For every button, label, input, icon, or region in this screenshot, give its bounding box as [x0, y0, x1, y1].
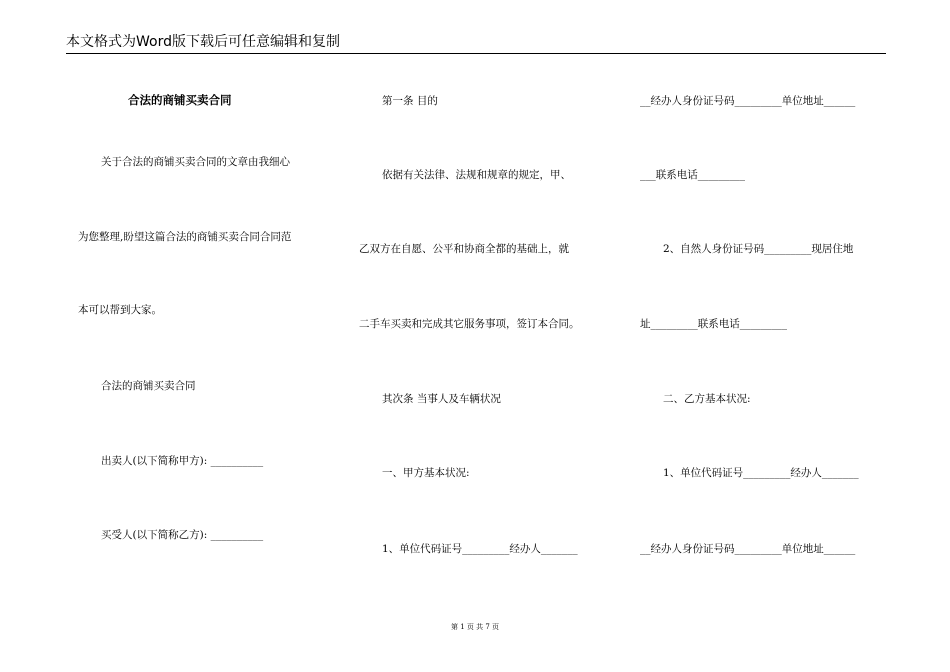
document-title: 合法的商铺买卖合同: [128, 93, 232, 107]
col2-line-4: 二手车买卖和完成其它服务事项，签订本合同。: [359, 318, 580, 330]
col3-line-5: 二、乙方基本状况:: [663, 393, 751, 405]
col2-line-7: 1、单位代码证号_________经办人_______: [382, 543, 578, 555]
header-divider: [66, 53, 886, 54]
col3-line-1: __经办人身份证号码_________单位地址______: [640, 95, 856, 107]
col1-line-1: 关于合法的商铺买卖合同的文章由我细心: [101, 156, 290, 168]
col3-line-7: __经办人身份证号码_________单位地址______: [640, 543, 856, 555]
col1-line-5: 出卖人(以下简称甲方): __________: [101, 455, 264, 467]
col1-line-3: 本可以帮到大家。: [78, 304, 162, 316]
col2-line-3: 乙双方在自愿、公平和协商全都的基础上，就: [359, 243, 569, 255]
col2-line-1: 第一条 目的: [382, 95, 438, 107]
col2-line-5: 其次条 当事人及车辆状况: [382, 393, 501, 405]
col2-line-6: 一、甲方基本状况:: [382, 467, 470, 479]
page-number: 第 1 页 共 7 页: [450, 623, 500, 631]
col3-line-3: 2、自然人身份证号码_________现居住地: [663, 243, 854, 255]
document-header: 本文格式为Word版下载后可任意编辑和复制: [66, 34, 340, 50]
col1-line-2: 为您整理,盼望这篇合法的商铺买卖合同合同范: [78, 231, 292, 243]
col1-line-6: 买受人(以下简称乙方): __________: [101, 529, 264, 541]
col3-line-6: 1、单位代码证号_________经办人_______: [663, 467, 859, 479]
col3-line-2: ___联系电话_________: [640, 169, 745, 181]
col2-line-2: 依据有关法律、法规和规章的规定，甲、: [382, 169, 571, 181]
col3-line-4: 址_________联系电话_________: [640, 318, 787, 330]
col1-line-4: 合法的商铺买卖合同: [101, 380, 196, 392]
